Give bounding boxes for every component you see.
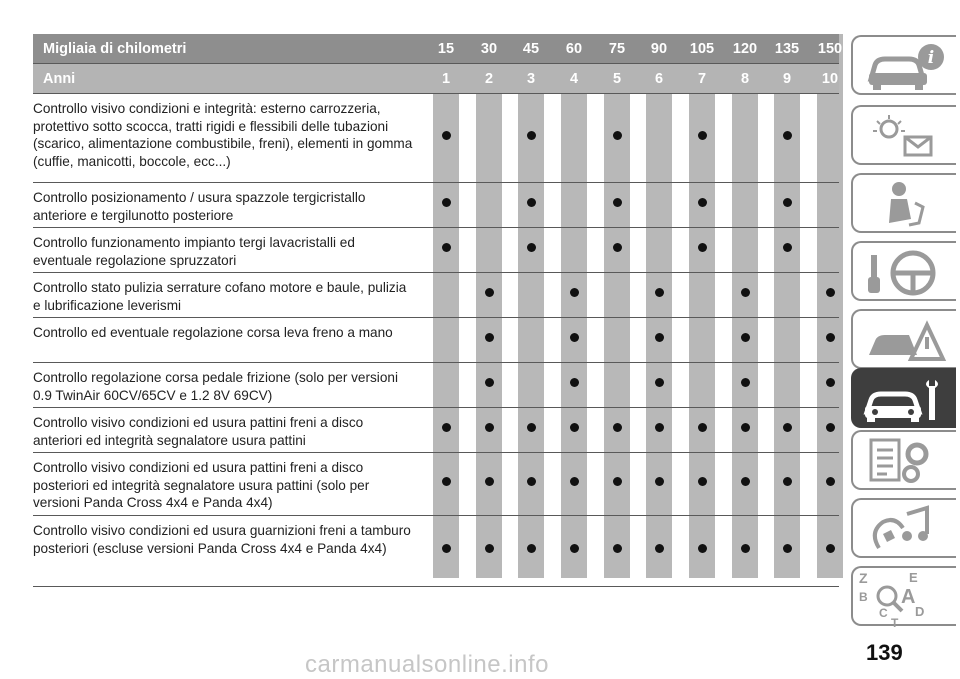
km-header-value: 60 [565, 41, 583, 57]
schedule-dot [655, 333, 664, 342]
years-header-row [33, 64, 839, 93]
chapter-tab-8[interactable] [851, 498, 956, 558]
row-description: Controllo posizionamento / usura spazzole tergicristallo anteriore e tergilunotto posteriore [33, 190, 366, 223]
schedule-dot [570, 423, 579, 432]
schedule-dot [783, 131, 792, 140]
chapter-tab-1[interactable] [851, 35, 956, 95]
schedule-dot [613, 477, 622, 486]
chapter-tab-2[interactable] [851, 105, 956, 165]
table-row [33, 227, 839, 272]
schedule-dot [527, 198, 536, 207]
years-header-value: 3 [526, 71, 536, 87]
km-header-value: 90 [650, 41, 668, 57]
schedule-dot [741, 378, 750, 387]
table-row [33, 452, 839, 515]
table-row [33, 182, 839, 227]
schedule-dot [485, 544, 494, 553]
schedule-dot [741, 544, 750, 553]
footer-watermark: carmanualsonline.info [305, 651, 549, 678]
schedule-dot [655, 477, 664, 486]
schedule-dot [826, 378, 835, 387]
table-row [33, 272, 839, 317]
index-letter: C [879, 606, 888, 620]
chapter-tab-5[interactable] [851, 309, 956, 369]
schedule-dot [442, 477, 451, 486]
schedule-dot [442, 423, 451, 432]
table-row [33, 515, 839, 587]
km-header-value: 30 [480, 41, 498, 57]
schedule-dot [613, 243, 622, 252]
schedule-dot [698, 544, 707, 553]
table-row [33, 93, 839, 182]
schedule-dot [485, 477, 494, 486]
years-header-value: 8 [740, 71, 750, 87]
schedule-dot [741, 423, 750, 432]
schedule-dot [826, 333, 835, 342]
schedule-dot [485, 333, 494, 342]
schedule-dot [570, 288, 579, 297]
schedule-dot [570, 333, 579, 342]
schedule-dot [527, 544, 536, 553]
row-description: Controllo ed eventuale regolazione corsa leva freno a mano [33, 325, 393, 340]
years-header-value: 4 [569, 71, 579, 87]
schedule-dot [698, 423, 707, 432]
schedule-dot [655, 378, 664, 387]
schedule-dot [698, 198, 707, 207]
schedule-dot [826, 544, 835, 553]
years-header-value: 7 [697, 71, 707, 87]
row-description: Controllo funzionamento impianto tergi lavacristalli ed eventuale regolazione spruzzatori [33, 235, 355, 268]
svg-text:i: i [927, 48, 935, 68]
row-description: Controllo visivo condizioni ed usura pattini freni a disco anteriori ed integrità segnalatore usura pattini [33, 415, 364, 448]
schedule-dot [826, 288, 835, 297]
km-header-value: 150 [817, 41, 843, 57]
years-header-value: 6 [654, 71, 664, 87]
chapter-tab-9[interactable] [851, 566, 956, 630]
km-header-row [33, 34, 843, 63]
schedule-dot [485, 423, 494, 432]
years-header-value: 9 [782, 71, 792, 87]
index-letter: B [859, 590, 868, 604]
schedule-dot [485, 288, 494, 297]
chapter-tab-6[interactable] [851, 368, 956, 428]
alphabetical-index-icon [853, 568, 953, 628]
schedule-dot [783, 477, 792, 486]
km-header-value: 45 [522, 41, 540, 57]
maintenance-table [33, 34, 843, 587]
schedule-dot [527, 243, 536, 252]
schedule-dot [826, 423, 835, 432]
chapter-tab-4[interactable] [851, 241, 956, 301]
km-header-value: 105 [689, 41, 715, 57]
schedule-dot [442, 198, 451, 207]
schedule-dot [826, 477, 835, 486]
schedule-dot [698, 477, 707, 486]
index-letter: E [909, 570, 918, 585]
schedule-dot [655, 423, 664, 432]
schedule-dot [698, 131, 707, 140]
km-header-value: 135 [774, 41, 800, 57]
schedule-dot [613, 423, 622, 432]
schedule-dot [741, 477, 750, 486]
schedule-dot [698, 243, 707, 252]
table-row [33, 317, 839, 362]
km-header-value: 15 [437, 41, 455, 57]
schedule-dot [655, 544, 664, 553]
row-description: Controllo visivo condizioni ed usura guarnizioni freni a tamburo posteriori (escluse versioni Panda Cross 4x4 e Panda 4x4) [33, 523, 411, 556]
row-description: Controllo visivo condizioni ed usura pattini freni a disco posteriori ed integrità segnalatore usura pattini (solo per versioni Panda Cross 4x4 e Panda 4x4) [33, 460, 370, 510]
schedule-dot [527, 423, 536, 432]
schedule-dot [527, 131, 536, 140]
km-header-label: Migliaia di chilometri [43, 41, 187, 57]
years-header-value: 5 [612, 71, 622, 87]
years-header-value: 1 [441, 71, 451, 87]
schedule-dot [442, 243, 451, 252]
index-letter: D [915, 604, 925, 619]
schedule-dot [741, 288, 750, 297]
years-header-value: 10 [821, 71, 839, 87]
schedule-dot [570, 378, 579, 387]
years-header-label: Anni [43, 71, 76, 87]
schedule-dot [613, 544, 622, 553]
years-header-value: 2 [484, 71, 494, 87]
schedule-dot [442, 131, 451, 140]
index-letter: T [891, 616, 899, 630]
schedule-dot [527, 477, 536, 486]
schedule-dot [783, 243, 792, 252]
schedule-dot [783, 544, 792, 553]
index-letter: Z [859, 570, 868, 586]
schedule-dot [741, 333, 750, 342]
schedule-dot [783, 198, 792, 207]
row-description: Controllo regolazione corsa pedale frizione (solo per versioni 0.9 TwinAir 60CV/65CV e 1.2 8V 69CV) [33, 370, 398, 403]
schedule-dot [442, 544, 451, 553]
km-header-value: 120 [732, 41, 758, 57]
schedule-dot [570, 477, 579, 486]
schedule-dot [570, 544, 579, 553]
table-row [33, 407, 839, 452]
table-row [33, 362, 839, 407]
schedule-dot [613, 198, 622, 207]
schedule-dot [783, 423, 792, 432]
page-number: 139 [866, 640, 903, 665]
schedule-dot [655, 288, 664, 297]
index-letter: A [901, 586, 916, 608]
schedule-dot [613, 131, 622, 140]
schedule-dot [485, 378, 494, 387]
chapter-tab-3[interactable] [851, 173, 956, 233]
row-description: Controllo stato pulizia serrature cofano motore e baule, pulizia e lubrificazione leverismi [33, 280, 407, 313]
row-description: Controllo visivo condizioni e integrità: esterno carrozzeria, protettivo sotto scocca, tratti rigidi e flessibili delle tubazioni (scarico, alimentazione combustibile, freni), elementi in gomma (cuffie, manicotti, boccole, ecc...) [33, 101, 413, 169]
km-header-value: 75 [608, 41, 626, 57]
chapter-tab-7[interactable] [851, 430, 956, 490]
